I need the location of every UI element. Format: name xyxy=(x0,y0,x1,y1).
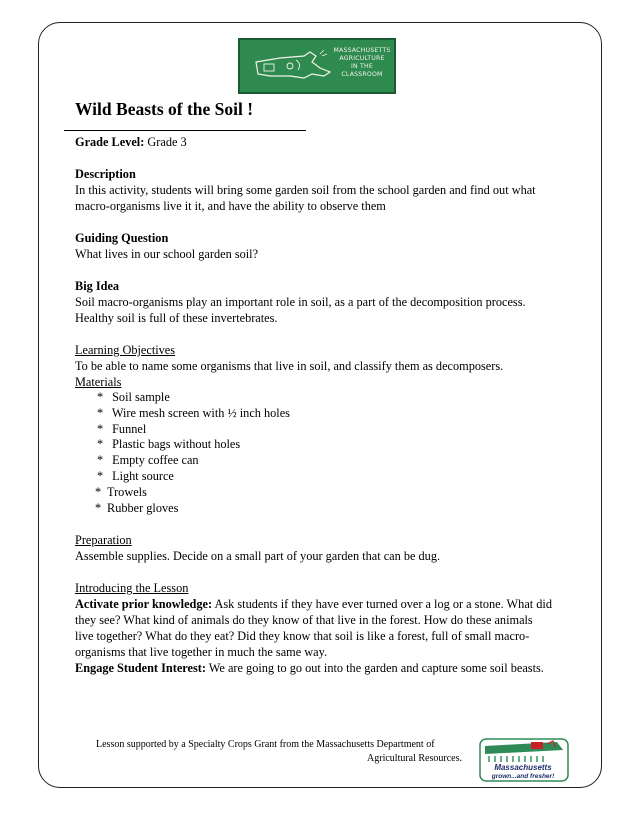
big-idea-section xyxy=(75,278,565,326)
guiding-question-section xyxy=(75,230,565,262)
massachusetts-map-icon xyxy=(250,46,336,86)
description-line: macro-organisms live it it, and have the ability to observe them xyxy=(75,199,386,213)
massachusetts-agriculture-logo xyxy=(238,38,396,94)
prior-knowledge-label: Activate prior knowledge: xyxy=(75,597,213,612)
massachusetts-grown-logo xyxy=(479,738,569,782)
learning-objectives-section xyxy=(75,342,565,374)
learning-objectives-heading: Learning Objectives xyxy=(75,343,176,357)
description-heading: Description xyxy=(75,167,136,181)
list-item: * Funnel xyxy=(97,421,147,436)
introducing-section xyxy=(75,580,565,676)
materials-section xyxy=(75,374,565,516)
badge-line2: grown...and fresher! xyxy=(491,773,555,780)
introducing-heading: Introducing the Lesson xyxy=(75,581,189,596)
list-item: * Wire mesh screen with ½ inch holes xyxy=(97,405,290,420)
guiding-question-text: What lives in our school garden soil? xyxy=(75,247,259,261)
preparation-text: Assemble supplies. Decide on a small part of your garden that can be dug. xyxy=(75,549,441,564)
learning-objectives-text: To be able to name some organisms that live in soil, and classify them as decomposers. xyxy=(75,359,504,373)
prior-knowledge-line: Activate prior knowledge: Ask students if they have ever turned over a log or a stone. What did xyxy=(75,597,552,612)
footer-line: Agricultural Resources. xyxy=(367,753,462,764)
grade-level-label: Grade Level: xyxy=(75,135,145,149)
engage-label: Engage Student Interest: xyxy=(75,661,206,676)
list-item: * Empty coffee can xyxy=(97,453,199,468)
guiding-question-heading: Guiding Question xyxy=(75,231,169,245)
logo-text: MASSACHUSETTS AGRICULTURE IN THE CLASSROOM xyxy=(333,47,391,78)
big-idea-line: Soil macro-organisms play an important role in soil, as a part of the decomposition process. xyxy=(75,295,526,309)
description-section xyxy=(75,166,565,214)
prior-knowledge-line: live together? What do they eat? Did they know that soil is like a forest, full of small macro- xyxy=(75,629,530,644)
list-item: * Light source xyxy=(97,468,174,483)
list-item: * Trowels xyxy=(95,484,147,499)
engage-line: Engage Student Interest: We are going to go out into the garden and capture some soil beasts. xyxy=(75,661,544,676)
preparation-heading: Preparation xyxy=(75,533,132,548)
page-title: Wild Beasts of the Soil ! xyxy=(75,99,254,119)
list-item: * Rubber gloves xyxy=(95,500,179,515)
badge-line1: Massachusetts xyxy=(494,763,552,772)
description-line: In this activity, students will bring some garden soil from the school garden and find out what xyxy=(75,183,536,197)
materials-heading: Materials xyxy=(75,375,122,389)
big-idea-line: Healthy soil is full of these invertebrates. xyxy=(75,311,278,325)
footer-credit xyxy=(96,738,462,766)
preparation-section xyxy=(75,532,565,564)
footer-line: Lesson supported by a Specialty Crops Grant from the Massachusetts Department of xyxy=(96,739,435,750)
prior-knowledge-line: organisms that live together in much the same way. xyxy=(75,645,328,660)
prior-knowledge-line: they see? What kind of animals do they know of that live in the forest. How do these animals xyxy=(75,613,533,628)
lesson-content xyxy=(75,98,565,676)
list-item: * Soil sample xyxy=(97,390,170,404)
materials-list xyxy=(75,390,565,516)
grade-level-value: Grade 3 xyxy=(147,135,187,149)
big-idea-heading: Big Idea xyxy=(75,279,120,293)
grade-level xyxy=(75,134,565,150)
list-item: * Plastic bags without holes xyxy=(97,437,241,452)
